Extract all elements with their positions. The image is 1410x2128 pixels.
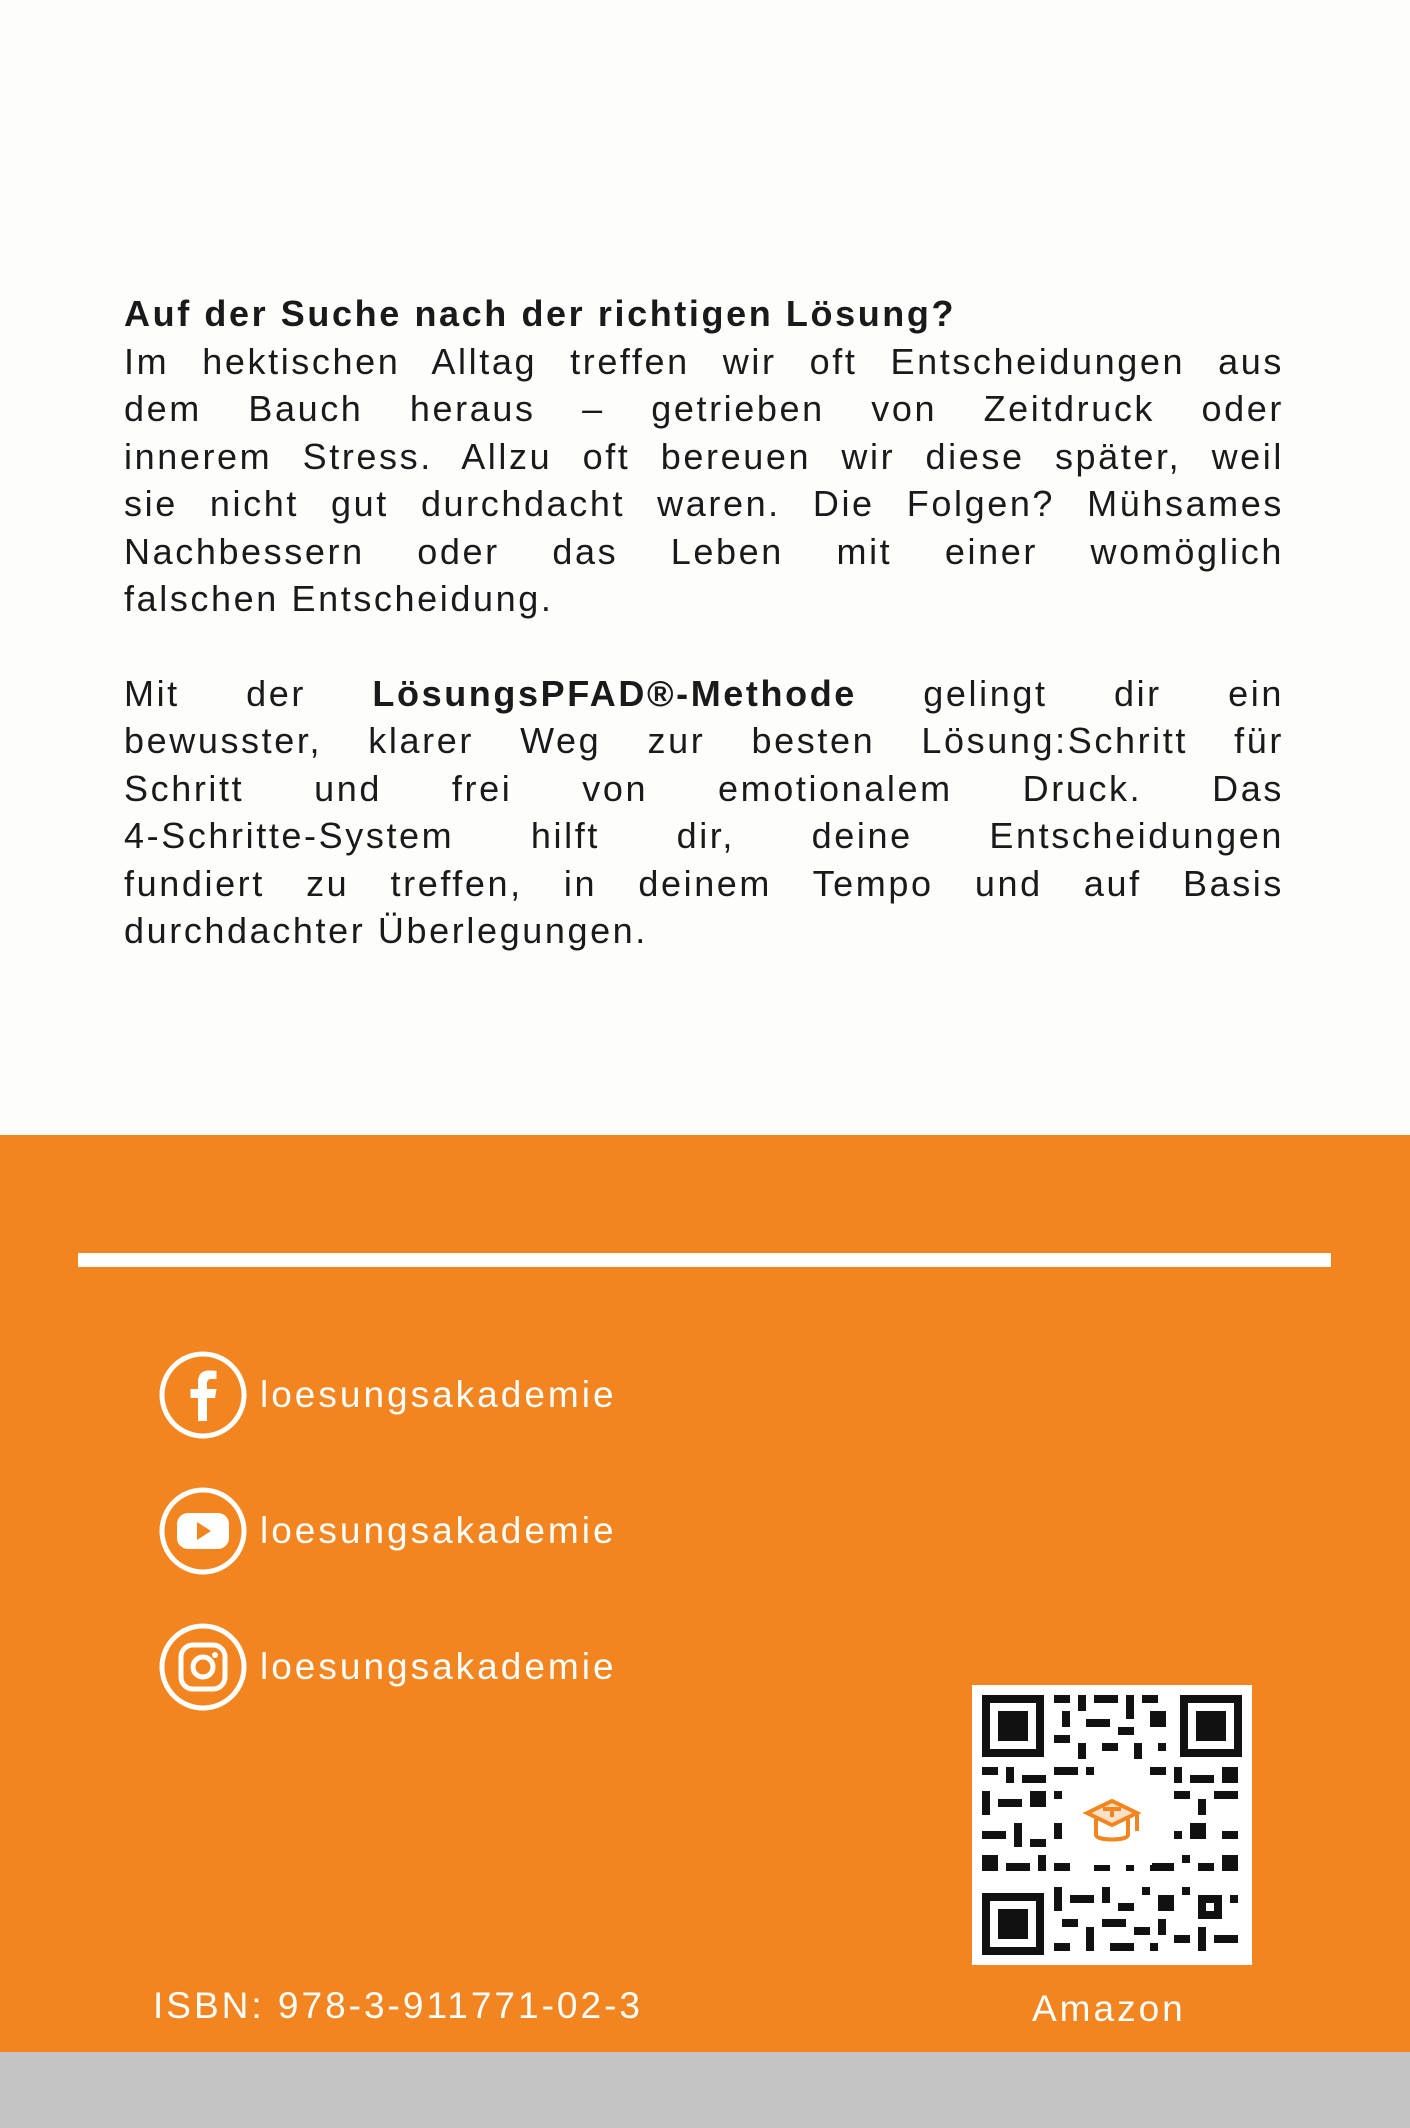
qr-code-graphic: [972, 1685, 1252, 1965]
social-facebook[interactable]: [158, 1350, 617, 1440]
social-youtube[interactable]: [158, 1486, 617, 1576]
qr-code[interactable]: [972, 1685, 1252, 1965]
blurb-heading: Auf der Suche nach der richtigen Lösung?: [124, 293, 957, 334]
method-name: LösungsPFAD®-Methode: [372, 672, 857, 714]
method-line: 4-Schritte-System hilft dir, deine Entscheidungen: [124, 815, 1284, 856]
blurb-line: Nachbessern oder das Leben mit einer womöglich: [124, 530, 1284, 572]
method-line: durchdachter Überlegungen.: [124, 910, 648, 951]
blurb-line: sie nicht gut durchdacht waren. Die Folgen? Mühsames: [124, 483, 1284, 524]
method-prefix: Mit der: [124, 672, 306, 714]
blurb: [124, 290, 1284, 955]
social-handle: loesungsakademie: [260, 1374, 617, 1415]
youtube-icon: [158, 1486, 248, 1576]
qr-label: Amazon: [1032, 1988, 1186, 2029]
method-line: fundiert zu treffen, in deinem Tempo und auf Basis: [124, 862, 1284, 904]
social-handle: loesungsakademie: [260, 1510, 617, 1551]
isbn: ISBN: 978-3-911771-02-3: [153, 1985, 643, 2026]
social-instagram[interactable]: [158, 1622, 617, 1712]
social-handle: loesungsakademie: [260, 1646, 617, 1687]
cover-bottom: [0, 1135, 1410, 2052]
method-suffix: gelingt dir ein: [923, 672, 1284, 714]
blurb-line: dem Bauch heraus – getrieben von Zeitdruck oder: [124, 388, 1284, 429]
blurb-line: falschen Entscheidung.: [124, 578, 554, 619]
facebook-icon: [158, 1350, 248, 1440]
blurb-line: Im hektischen Alltag treffen wir oft Entscheidungen aus: [124, 340, 1284, 382]
method-first-line: [124, 670, 1284, 718]
method-line: Schritt und frei von emotionalem Druck. Das: [124, 767, 1284, 809]
method-line: bewusster, klarer Weg zur besten Lösung:Schritt für: [124, 720, 1284, 761]
bottom-strip: [0, 2052, 1410, 2128]
blurb-line: innerem Stress. Allzu oft bereuen wir diese später, weil: [124, 435, 1284, 477]
instagram-icon: [158, 1622, 248, 1712]
divider: [78, 1253, 1331, 1267]
